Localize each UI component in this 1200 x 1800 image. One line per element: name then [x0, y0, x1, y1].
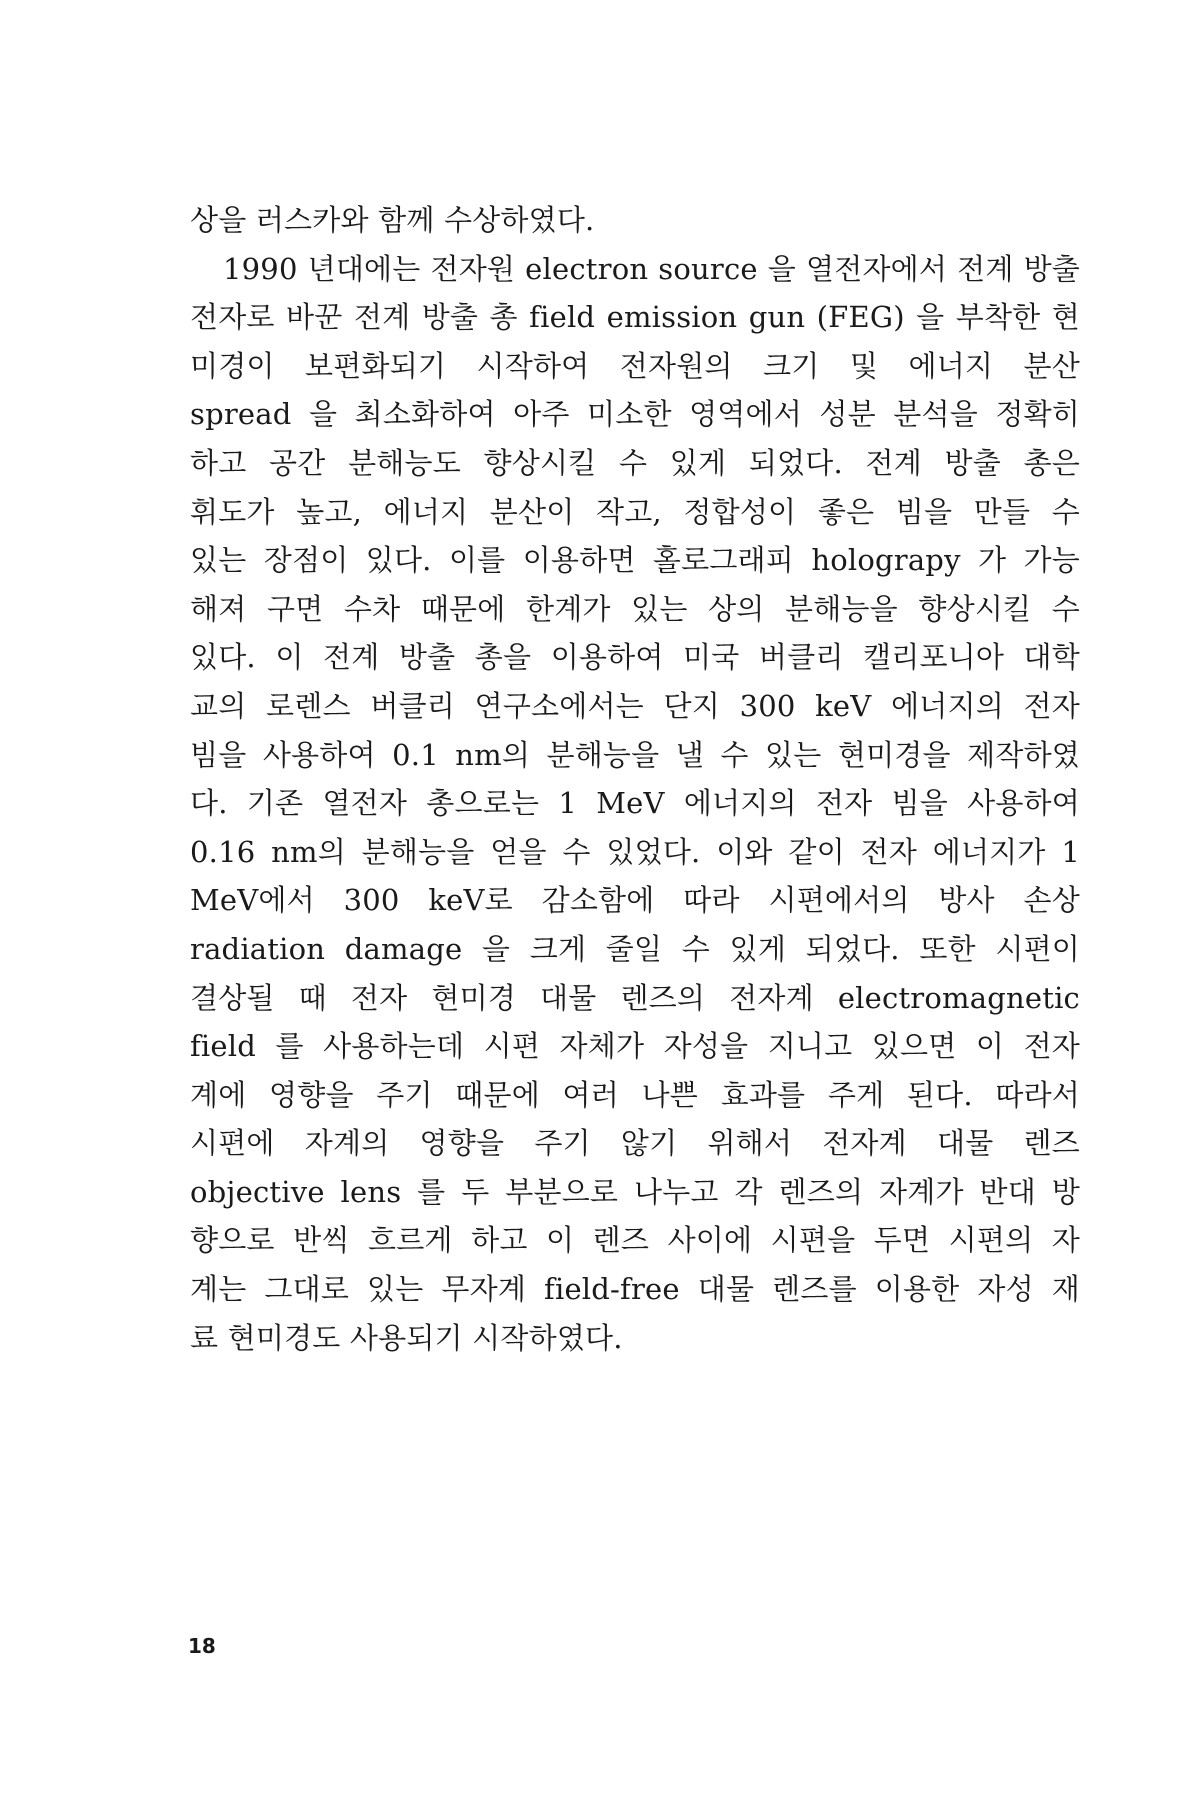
text-line: 계는 그대로 있는 무자계 field-free 대물 렌즈를 이용한 자성 재: [190, 1272, 1080, 1307]
text-line: 미경이 보편화되기 시작하여 전자원의 크기 및 에너지 분산: [190, 348, 1080, 383]
text-line: 료 현미경도 사용되기 시작하였다.: [190, 1320, 623, 1355]
text-line: MeV에서 300 keV로 감소함에 따라 시편에서의 방사 손상: [190, 883, 1080, 918]
text-line: 1990 년대에는 전자원 electron source 을 열전자에서 전계 방출: [223, 251, 1080, 286]
text-line: 결상될 때 전자 현미경 대물 렌즈의 전자계 electromagnetic: [190, 980, 1080, 1015]
text-line: 있다. 이 전계 방출 총을 이용하여 미국 버클리 캘리포니아 대학: [190, 640, 1080, 675]
text-line: field 를 사용하는데 시편 자체가 자성을 지니고 있으면 이 전자: [190, 1029, 1080, 1064]
text-line: 하고 공간 분해능도 향상시킬 수 있게 되었다. 전계 방출 총은: [190, 445, 1080, 480]
text-line: 계에 영향을 주기 때문에 여러 나쁜 효과를 주게 된다. 따라서: [190, 1077, 1080, 1112]
text-line: 휘도가 높고, 에너지 분산이 작고, 정합성이 좋은 빔을 만들 수: [190, 494, 1080, 529]
text-line: 해져 구면 수차 때문에 한계가 있는 상의 분해능을 향상시킬 수: [190, 591, 1080, 626]
text-line: 상을 러스카와 함께 수상하였다.: [190, 203, 595, 237]
page-number: 18: [188, 1634, 216, 1658]
text-line: 향으로 반씩 흐르게 하고 이 렌즈 사이에 시편을 두면 시편의 자: [190, 1223, 1080, 1258]
text-line: 교의 로렌스 버클리 연구소에서는 단지 300 keV 에너지의 전자: [190, 688, 1080, 723]
text-line: radiation damage 을 크게 줄일 수 있게 되었다. 또한 시편이: [190, 931, 1080, 966]
text-line: 전자로 바꾼 전계 방출 총 field emission gun (FEG) 을 부착한 현: [190, 300, 1080, 335]
text-line: 다. 기존 열전자 총으로는 1 MeV 에너지의 전자 빔을 사용하여: [190, 786, 1080, 821]
text-line: 있는 장점이 있다. 이를 이용하면 홀로그래피 holograpy 가 가능: [190, 543, 1080, 578]
text-line: spread 을 최소화하여 아주 미소한 영역에서 성분 분석을 정확히: [190, 397, 1080, 432]
text-line: 시편에 자계의 영향을 주기 않기 위해서 전자계 대물 렌즈: [190, 1126, 1080, 1161]
text-line: objective lens 를 두 부분으로 나누고 각 렌즈의 자계가 반대 방: [190, 1174, 1080, 1209]
text-line: 0.16 nm의 분해능을 얻을 수 있었다. 이와 같이 전자 에너지가 1: [190, 834, 1080, 869]
text-line: 빔을 사용하여 0.1 nm의 분해능을 낼 수 있는 현미경을 제작하였: [190, 737, 1080, 772]
body-text: [190, 196, 1080, 1362]
